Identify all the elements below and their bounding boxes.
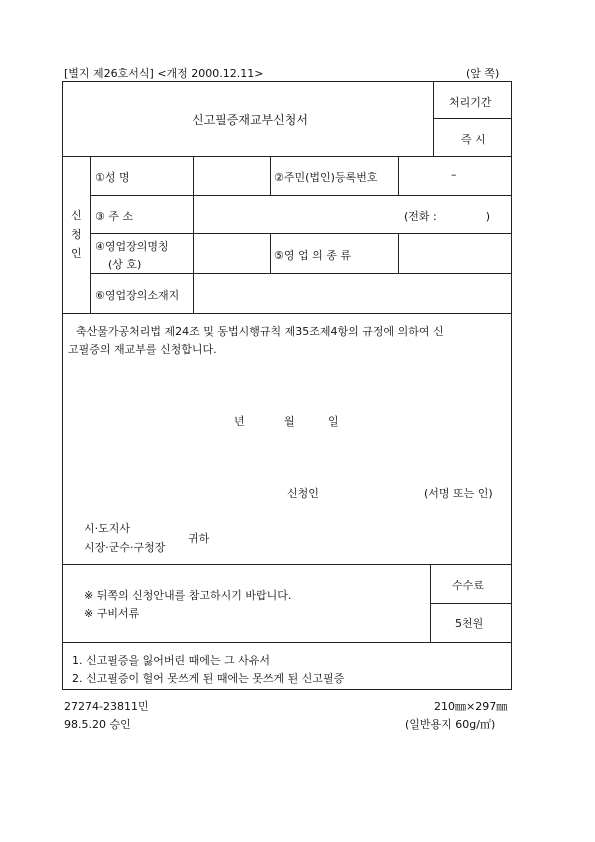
paper-size: 210㎜×297㎜ [434,700,508,713]
applicant-signature-label: 신청인 [287,487,319,500]
statement-line-1: 축산물가공처리법 제24조 및 동법시행규칙 제35조제4항의 규정에 의하여 신 [76,325,444,338]
registration-number-label: ②주민(법인)등록번호 [274,171,378,184]
divider [62,313,512,314]
divider [90,273,512,274]
guide-note: ※ 뒤쪽의 신청안내를 참고하시기 바랍니다. [84,589,292,602]
name-label: ①성 명 [95,171,130,184]
date-month-label: 월 [284,415,295,428]
approval-date: 98.5.20 승인 [64,718,131,731]
divider [193,156,194,313]
business-name-label: ④영업장의명칭 [95,240,169,253]
required-document-2: 2. 신고필증이 헐어 못쓰게 된 때에는 못쓰게 된 신고필증 [72,672,345,685]
recipient-suffix: 귀하 [188,532,210,545]
divider [270,233,271,273]
date-year-label: 년 [234,415,245,428]
business-type-label: ⑤영 업 의 종 류 [274,249,351,262]
paper-type: (일반용지 60g/㎡) [405,718,496,731]
recipient-line-2: 시장·군수·구청장 [84,541,166,554]
divider [433,118,512,119]
applicant-section-char: 인 [71,247,82,260]
divider [90,156,91,313]
signature-or-seal-label: (서명 또는 인) [424,487,493,500]
registration-number-dash: – [451,168,457,181]
form-number-label: [별지 제26호서식] <개정 2000.12.11> [64,67,264,80]
divider [433,81,434,156]
processing-period-label: 처리기간 [449,96,492,109]
address-label: ③ 주 소 [95,210,134,223]
divider [430,603,512,604]
statement-line-2: 고필증의 재교부를 신청합니다. [68,343,217,356]
divider [90,233,512,234]
business-location-label: ⑥영업장의소재지 [95,289,180,302]
divider [62,642,512,643]
required-document-1: 1. 신고필증을 잃어버린 때에는 그 사유서 [72,654,270,667]
applicant-section-char: 신 [71,209,82,222]
required-documents-note: ※ 구비서류 [84,607,140,620]
business-name-sublabel: (상 호) [108,258,142,271]
processing-period-value: 즉 시 [461,133,486,146]
divider [62,564,512,565]
phone-label: (전화 : ) [404,210,490,223]
form-title: 신고필증재교부신청서 [192,113,308,127]
page-side-label: (앞 쪽) [466,67,500,80]
divider [90,195,512,196]
fee-label: 수수료 [452,579,484,592]
divider [270,156,271,195]
divider [62,156,512,157]
divider [398,233,399,273]
form-code: 27274-23811민 [64,700,149,713]
divider [398,156,399,195]
date-day-label: 일 [328,415,339,428]
applicant-section-char: 청 [71,228,82,241]
recipient-line-1: 시·도지사 [84,522,131,535]
fee-value: 5천원 [455,617,484,630]
divider [430,564,431,642]
